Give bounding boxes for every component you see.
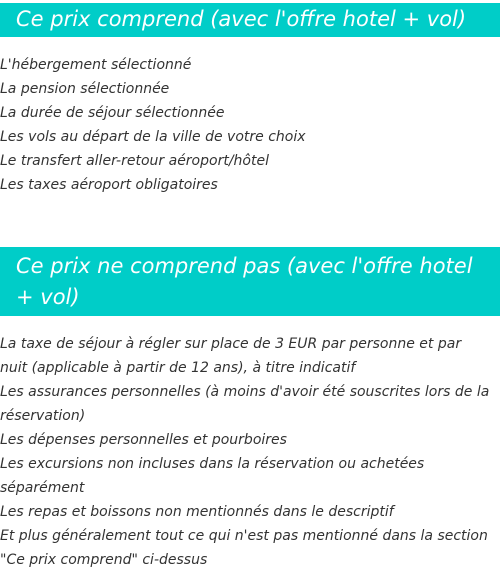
excluded-items-list [0, 332, 500, 572]
list-item: La pension sélectionnée [0, 81, 170, 97]
list-item: La taxe de séjour à régler sur place de 3 EUR par personne et par nuit (applicable à partir de 12 ans), à titre indicatif [0, 336, 462, 376]
list-item: L'hébergement sélectionné [0, 57, 192, 73]
included-section-title: Ce prix comprend (avec l'offre hotel + vol) [0, 3, 500, 37]
list-item: Les excursions non incluses dans la réservation ou achetées séparément [0, 456, 425, 496]
list-item: Les assurances personnelles (à moins d'avoir été souscrites lors de la réservation) [0, 384, 490, 424]
list-item: Les repas et boissons non mentionnés dans le descriptif [0, 504, 394, 520]
list-item: Le transfert aller-retour aéroport/hôtel [0, 153, 269, 169]
list-item: La durée de séjour sélectionnée [0, 105, 225, 121]
list-item: Et plus généralement tout ce qui n'est pas mentionné dans la section "Ce prix comprend" ci-dessus [0, 528, 488, 568]
list-item: Les dépenses personnelles et pourboires [0, 432, 287, 448]
included-items-list [0, 53, 500, 197]
excluded-section-title: Ce prix ne comprend pas (avec l'offre hotel + vol) [0, 247, 500, 316]
list-item: Les taxes aéroport obligatoires [0, 177, 218, 193]
list-item: Les vols au départ de la ville de votre choix [0, 129, 306, 145]
